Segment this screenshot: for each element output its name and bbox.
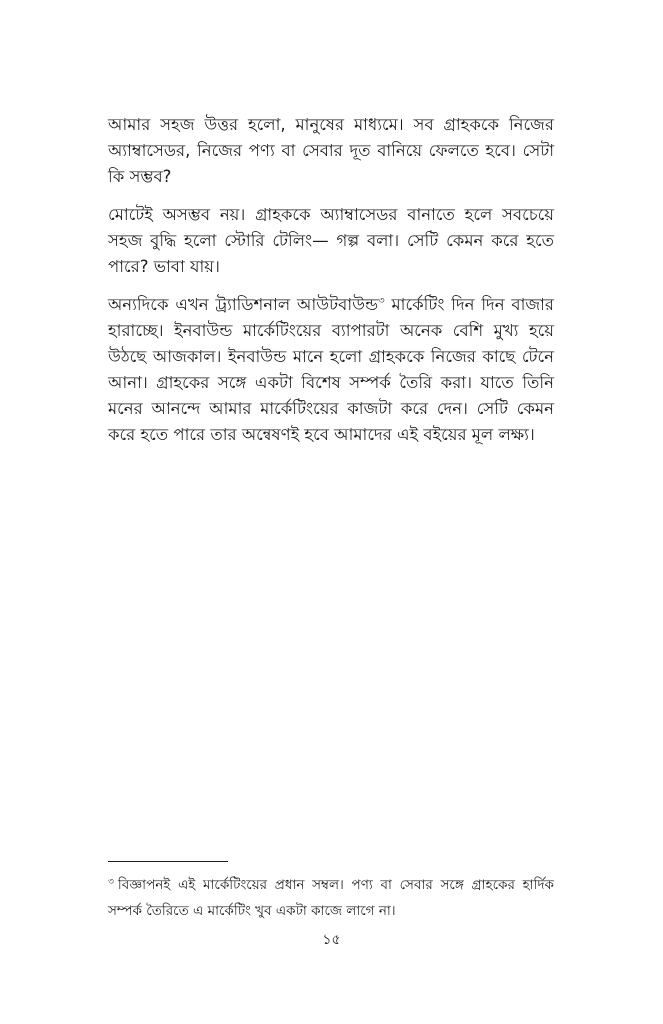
text-line: করে হতে পারে তার অন্বেষণই হবে আমাদের এই বইয়ের মূল লক্ষ্য। <box>108 425 535 444</box>
text-line: কি সম্ভব? <box>108 167 172 186</box>
paragraph-2 <box>108 202 554 280</box>
paragraph-3 <box>108 292 554 448</box>
footnote-text: বিজ্ঞাপনই এই মার্কেটিংয়ের প্রধান সম্বল। পণ্য বা সেবার সঙ্গে গ্রাহকের হার্দিক <box>117 877 554 893</box>
paragraph-1 <box>108 112 554 190</box>
text-line: পারে? ভাবা যায়। <box>108 257 220 276</box>
text-line <box>108 292 554 318</box>
text-line: আমার সহজ উত্তর হলো, মানুষের মাধ্যমে। সব গ্রাহককে নিজের <box>108 115 554 134</box>
text-segment: মার্কেটিং দিন দিন বাজার <box>384 295 554 314</box>
text-line: অ্যাম্বাসেডর, নিজের পণ্য বা সেবার দূত বানিয়ে ফেলতে হবে। সেটা <box>108 141 554 160</box>
text-line: উঠছে আজকাল। ইনবাউন্ড মানে হলো গ্রাহককে নিজের কাছে টেনে <box>108 347 554 366</box>
text-line: মনের আনন্দে আমার মার্কেটিংয়ের কাজটা করে দেন। সেটি কেমন <box>108 399 554 418</box>
body-text <box>108 112 554 460</box>
footnote-mark: ৩ <box>108 876 114 887</box>
text-line: সহজ বুদ্ধি হলো স্টোরি টেলিং— গল্প বলা। সেটি কেমন করে হতে <box>108 231 554 250</box>
text-line: হারাচ্ছে। ইনবাউন্ড মার্কেটিংয়ের ব্যাপারটা অনেক বেশি মুখ্য হয়ে <box>108 321 554 340</box>
text-line: আনা। গ্রাহকের সঙ্গে একটা বিশেষ সম্পর্ক তৈরি করা। যাতে তিনি <box>108 373 554 392</box>
footnote-line <box>108 872 554 898</box>
footnote <box>108 872 554 924</box>
footnote-line: সম্পর্ক তৈরিতে এ মার্কেটিং খুব একটা কাজে লাগে না। <box>108 903 396 919</box>
footnote-divider <box>108 861 228 862</box>
text-segment: অন্যদিকে এখন ট্র্যাডিশনাল আউটবাউন্ড <box>108 295 379 314</box>
page-number: ১৫ <box>322 932 341 948</box>
text-line: মোটেই অসম্ভব নয়। গ্রাহককে অ্যাম্বাসেডর বানাতে হলে সবচেয়ে <box>108 205 554 224</box>
footnote-reference[interactable]: ৩ <box>378 295 385 307</box>
